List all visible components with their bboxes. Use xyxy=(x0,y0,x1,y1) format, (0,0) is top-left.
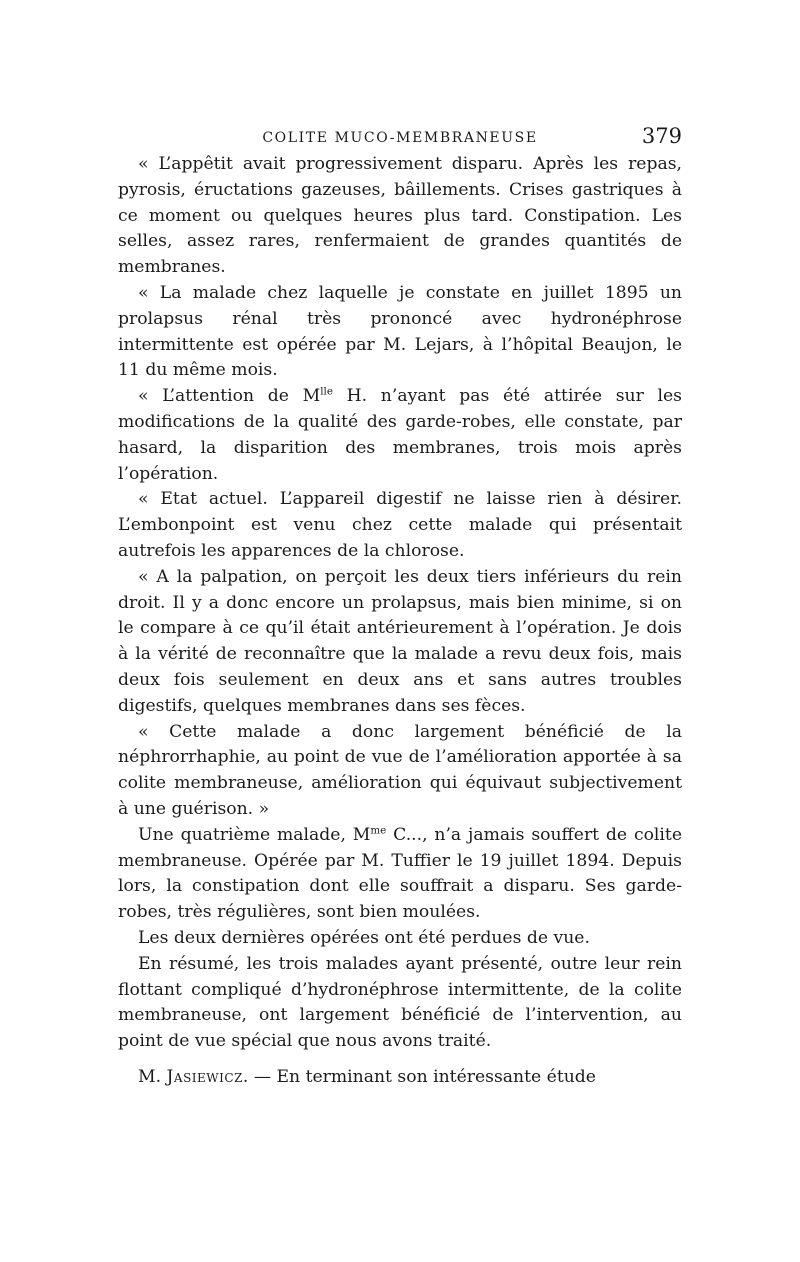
paragraph-benefit: « Cette malade a donc largement bénéficié de la néphrorrhaphie, au point de vue de l’amélioration apportée à sa colite membraneuse, amélioration qui équivaut subjectivement à une guérison. » xyxy=(118,721,682,819)
paragraph-lost: Les deux dernières opérées ont été perdues de vue. xyxy=(138,927,590,948)
paragraph-attention-rest: H. n’ayant pas été attirée sur les modifications de la qualité des garde-robes, elle constate, par hasard, la disparition des membranes, trois mois après l’opération. xyxy=(118,386,682,484)
closing-text: . — En terminant son intéressante étude xyxy=(242,1066,596,1087)
paragraph-palpation: « A la palpation, on perçoit les deux tiers inférieurs du rein droit. Il y a donc encore un prolapsus, mais bien minime, si on le compare à ce qu’il était antérieurement à l’opération. Je dois à la vérité de reconnaître que la malade a revu deux fois, mais deux fois seulement en deux ans et sans autres troubles digestifs, quelques membranes dans ses fèces. xyxy=(118,566,682,716)
paragraph-appetite: « L’appêtit avait progressivement disparu. Après les repas, pyrosis, éructations gazeuses, bâillements. Crises gastriques à ce moment ou quelques heures plus tard. Constipation. Les selles, assez rares, renfermaient de grandes quantités de membranes. xyxy=(118,154,682,278)
closing-prefix: M. xyxy=(138,1066,167,1087)
paragraph-fourth-start: Une quatrième malade, M xyxy=(138,824,371,845)
paragraph-summary: En résumé, les trois malades ayant présenté, outre leur rein flottant compliqué d’hydronéphrose intermittente, de la colite membraneuse, ont largement bénéficié de l’intervention, au point de vue spécial que nous avons traité. xyxy=(118,953,682,1052)
paragraph-closing xyxy=(118,1065,682,1091)
title-superscript: me xyxy=(370,823,387,836)
speaker-name: Jasiewicz xyxy=(166,1066,243,1087)
paragraph-fourth-patient xyxy=(118,823,682,926)
paragraph-attention xyxy=(118,384,682,487)
paragraph-fourth-rest: C..., n’a jamais souffert de colite membraneuse. Opérée par M. Tuffier le 19 juillet 1894. Depuis lors, la constipation dont elle souffrait a disparu. Ses garde-robes, très régulières, sont bien moulées. xyxy=(118,824,682,923)
paragraph-attention-start: « L’attention de M xyxy=(138,386,321,407)
running-title: COLITE MUCO-MEMBRANEUSE xyxy=(262,130,538,146)
paragraph-current-state: « Etat actuel. L’appareil digestif ne laisse rien à désirer. L’embonpoint est venu chez cette malade qui présentait autrefois les apparences de la chlorose. xyxy=(118,489,682,561)
body-text xyxy=(118,152,682,1091)
paragraph-operation: « La malade chez laquelle je constate en juillet 1895 un prolapsus rénal très prononcé avec hydronéphrose intermittente est opérée par M. Lejars, à l’hôpital Beaujon, le 11 du même mois. xyxy=(118,282,682,381)
title-superscript: lle xyxy=(320,385,333,398)
running-head xyxy=(118,124,682,154)
page-number: 379 xyxy=(641,124,682,148)
